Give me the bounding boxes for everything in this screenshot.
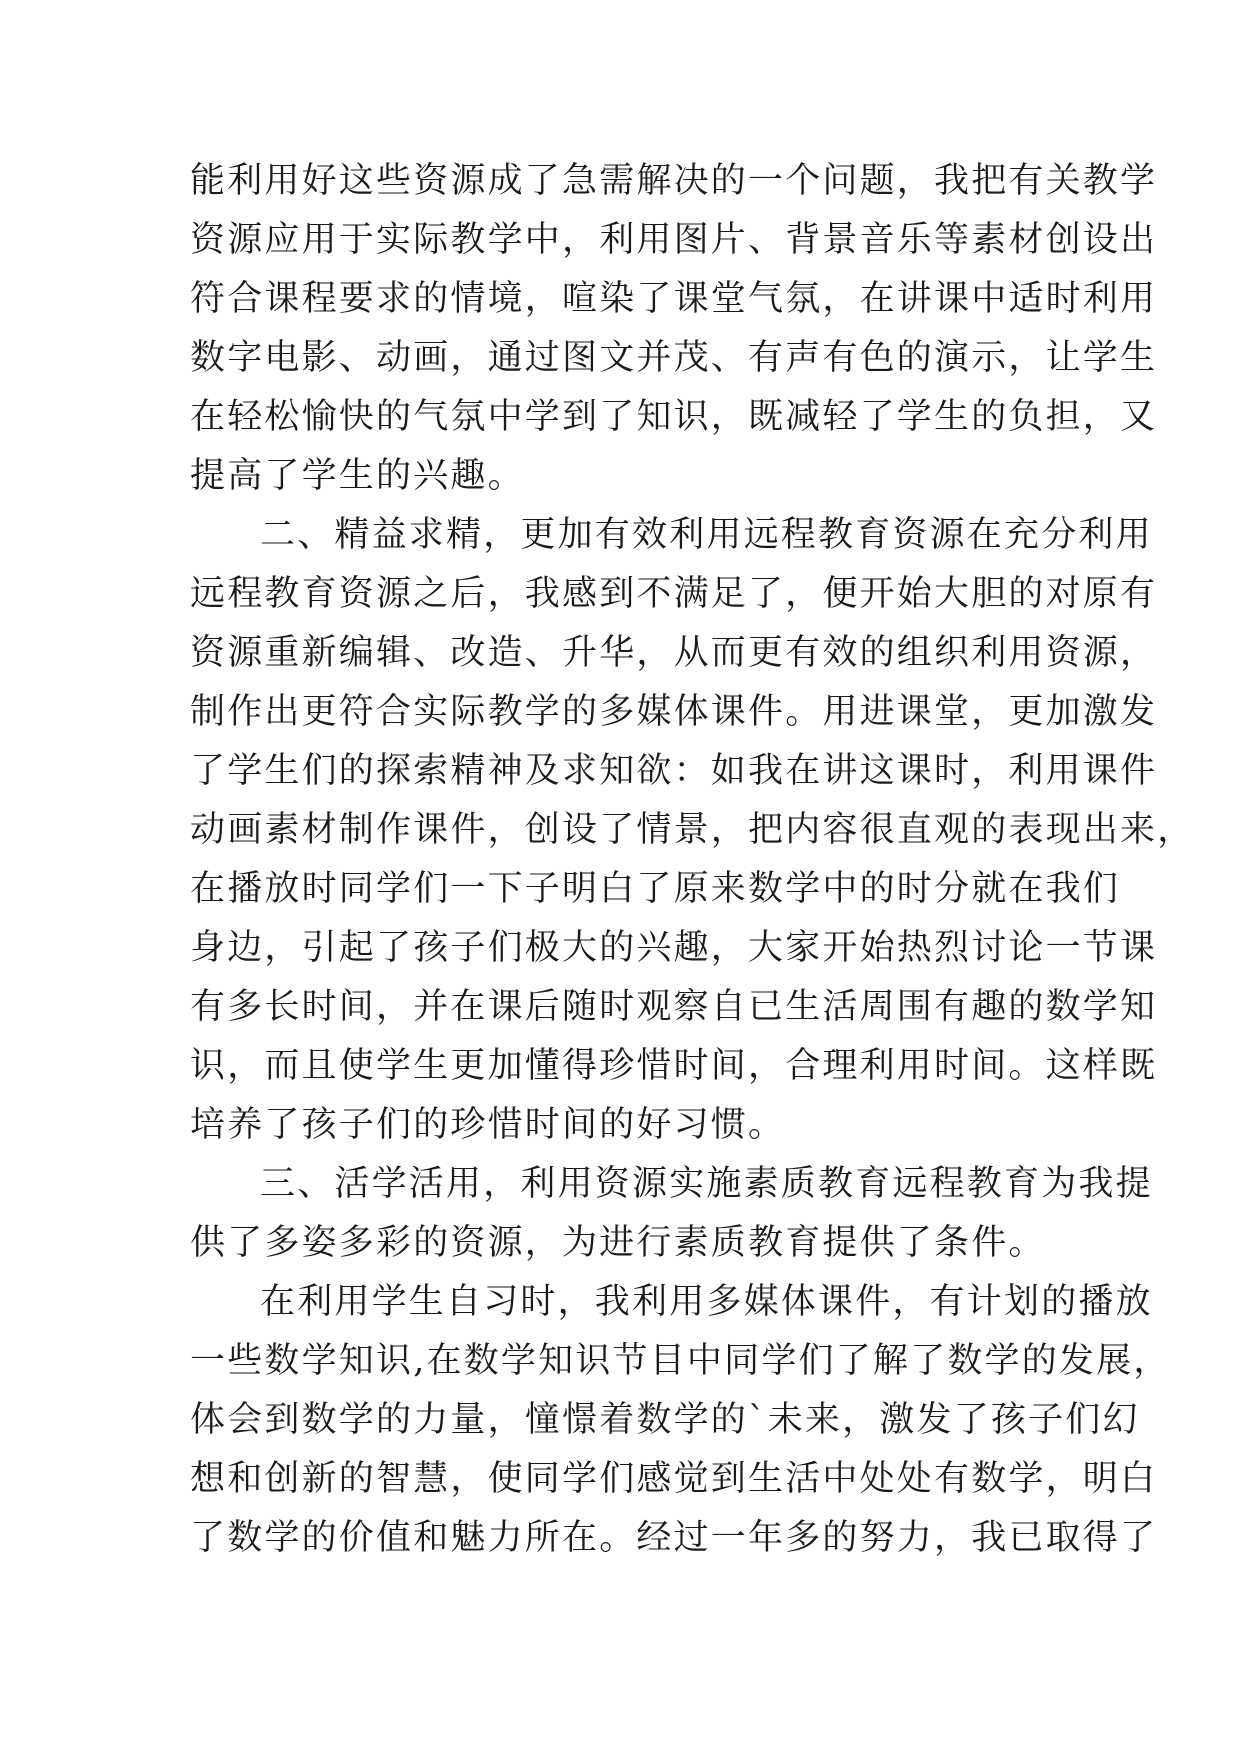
text-line: 制作出更符合实际教学的多媒体课件。用进课堂，更加激发 <box>190 692 1158 732</box>
text-line: 远程教育资源之后，我感到不满足了，便开始大胆的对原有 <box>190 574 1158 614</box>
text-line: 一些数学知识,在数学知识节目中同学们了解了数学的发展， <box>190 1341 1171 1381</box>
text-line: 资源应用于实际教学中，利用图片、背景音乐等素材创设出 <box>190 220 1158 260</box>
text-line: 提高了学生的兴趣。 <box>190 456 525 496</box>
text-line: 培养了孩子们的珍惜时间的好习惯。 <box>190 1105 786 1145</box>
text-line: 了学生们的探索精神及求知欲：如我在讲这课时，利用课件 <box>190 751 1158 791</box>
text-line: 资源重新编辑、改造、升华，从而更有效的组织利用资源， <box>190 633 1158 673</box>
text-line: 在轻松愉快的气氛中学到了知识，既减轻了学生的负担，又 <box>190 397 1158 437</box>
document-body <box>190 152 1195 1568</box>
text-line: 了数学的价值和魅力所在。经过一年多的努力，我已取得了 <box>190 1518 1158 1558</box>
text-line: 有多长时间，并在课后随时观察自已生活周围有趣的数学知 <box>190 987 1158 1027</box>
text-line: 体会到数学的力量，憧憬着数学的`未来，激发了孩子们幻 <box>190 1400 1140 1440</box>
paragraph-start-line: 二、精益求精，更加有效利用远程教育资源在充分利用 <box>260 515 1153 555</box>
text-line: 数字电影、动画，通过图文并茂、有声有色的演示，让学生 <box>190 338 1158 378</box>
paragraph-start-line: 三、活学活用，利用资源实施素质教育远程教育为我提 <box>260 1164 1153 1204</box>
text-line: 身边，引起了孩子们极大的兴趣，大家开始热烈讨论一节课 <box>190 928 1158 968</box>
text-line: 供了多姿多彩的资源，为进行素质教育提供了条件。 <box>190 1223 1046 1263</box>
text-line: 在播放时同学们一下子明白了原来数学中的时分就在我们 <box>190 869 1121 909</box>
text-line: 符合课程要求的情境，喧染了课堂气氛，在讲课中适时利用 <box>190 279 1158 319</box>
text-line: 动画素材制作课件，创设了情景，把内容很直观的表现出来， <box>190 810 1195 850</box>
text-line: 能利用好这些资源成了急需解决的一个问题，我把有关教学 <box>190 161 1158 201</box>
text-line: 识，而且使学生更加懂得珍惜时间，合理利用时间。这样既 <box>190 1046 1158 1086</box>
text-line: 想和创新的智慧，使同学们感觉到生活中处处有数学，明白 <box>190 1459 1158 1499</box>
paragraph-start-line: 在利用学生自习时，我利用多媒体课件，有计划的播放 <box>260 1282 1153 1322</box>
